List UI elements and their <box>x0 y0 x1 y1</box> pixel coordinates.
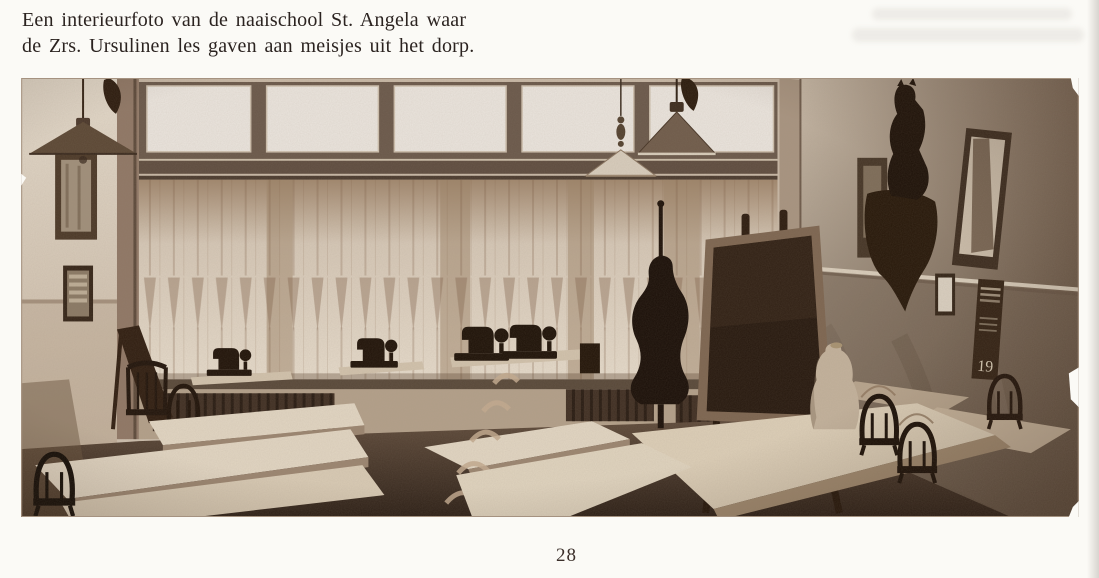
photo-caption <box>22 7 474 59</box>
bleed-through-smudge <box>872 8 1072 20</box>
caption-line-2: de Zrs. Ursulinen les gaven aan meisjes uit het dorp. <box>22 35 475 57</box>
bleed-through-smudge <box>852 28 1084 42</box>
page-number: 28 <box>556 545 577 566</box>
page-edge-shadow <box>1087 0 1099 578</box>
film-grain <box>21 78 1079 517</box>
photo-naaischool <box>20 78 1080 517</box>
caption-line-1: Een interieurfoto van de naaischool St. Angela waar <box>22 9 467 31</box>
